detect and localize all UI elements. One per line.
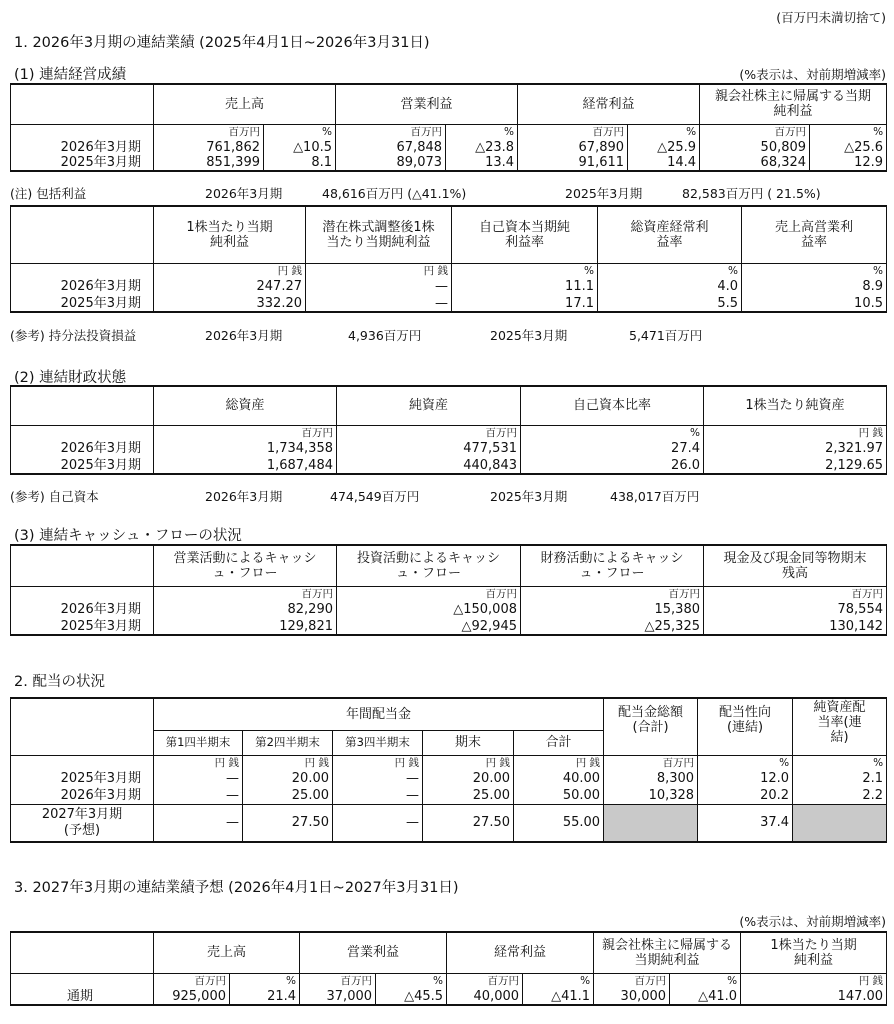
unit-cell: 円 銭 <box>306 263 452 278</box>
header-net-income: 親会社株主に帰属する当期純利益 <box>700 84 887 124</box>
unit-cell: 百万円 <box>594 973 670 988</box>
data-cell: △92,945 <box>337 618 521 635</box>
data-cell: 10,328 <box>604 787 698 804</box>
data-cell: △45.5 <box>376 988 447 1005</box>
row-label: 2026年3月期 <box>11 440 154 457</box>
header-sales: 売上高 <box>154 84 336 124</box>
per-share-ratios-table <box>10 205 887 313</box>
row-label: 2025年3月期 <box>11 295 154 312</box>
note-value: 474,549百万円 <box>330 489 420 504</box>
header-net-income: 親会社株主に帰属する当期純利益 <box>594 932 741 973</box>
unit-cell: 百万円 <box>447 973 523 988</box>
data-cell: 925,000 <box>154 988 230 1005</box>
data-cell: — <box>333 804 423 842</box>
header-bps: 1株当たり純資産 <box>704 386 887 425</box>
row-label: 2025年3月期 <box>11 618 154 635</box>
data-cell: 147.00 <box>741 988 887 1005</box>
header-investing-cf: 投資活動によるキャッシュ・フロー <box>337 545 521 586</box>
unit-cell: 円 銭 <box>423 755 514 770</box>
data-cell: 1,687,484 <box>154 457 337 474</box>
note-period: 2025年3月期 <box>565 186 643 201</box>
header-annual-dividend: 年間配当金 <box>154 698 604 730</box>
header-ordinary-income: 経常利益 <box>518 84 700 124</box>
note-value: 438,017百万円 <box>610 489 700 504</box>
data-cell: 13.4 <box>446 155 518 171</box>
header-operating-income: 営業利益 <box>300 932 447 973</box>
data-cell: 20.00 <box>243 770 333 787</box>
unit-cell: 円 銭 <box>514 755 604 770</box>
header-operating-cf: 営業活動によるキャッシュ・フロー <box>154 545 337 586</box>
header-q3: 第3四半期末 <box>333 730 423 755</box>
data-cell: 2,129.65 <box>704 457 887 474</box>
row-label: 2026年3月期 <box>11 278 154 295</box>
data-cell: — <box>154 787 243 804</box>
header-eps: 1株当たり当期純利益 <box>154 206 306 263</box>
table-row <box>11 440 887 457</box>
unit-cell: % <box>810 124 887 139</box>
data-cell: — <box>306 278 452 295</box>
unit-cell: 百万円 <box>518 124 628 139</box>
unit-cell: 百万円 <box>521 586 704 601</box>
data-cell: 27.50 <box>423 804 514 842</box>
unit-cell: 百万円 <box>154 124 264 139</box>
data-cell: 11.1 <box>452 278 598 295</box>
data-cell: 129,821 <box>154 618 337 635</box>
data-cell: 78,554 <box>704 601 887 618</box>
data-cell: — <box>154 770 243 787</box>
note-value: 48,616百万円 (△41.1%) <box>322 186 467 201</box>
unit-cell: 円 銭 <box>154 755 243 770</box>
cash-flow-table <box>10 544 887 636</box>
note-period: 2025年3月期 <box>490 328 568 343</box>
table-row <box>11 278 887 295</box>
header-roa: 総資産経常利益率 <box>598 206 742 263</box>
row-label: 2026年3月期 <box>11 139 154 155</box>
table-row <box>11 139 887 155</box>
data-cell: 10.5 <box>742 295 887 312</box>
corner-cell <box>11 698 154 755</box>
pct-note: (%表示は、対前期増減率) <box>739 67 886 82</box>
unit-cell: 百万円 <box>154 425 337 440</box>
corner-cell <box>11 206 154 263</box>
financial-position-table <box>10 385 887 475</box>
data-cell: 4.0 <box>598 278 742 295</box>
unit-cell: % <box>698 755 793 770</box>
header-roe: 自己資本当期純利益率 <box>452 206 598 263</box>
corner-cell <box>11 84 154 124</box>
shaded-cell <box>793 804 887 842</box>
shaded-cell <box>604 804 698 842</box>
data-cell: △23.8 <box>446 139 518 155</box>
data-cell: 55.00 <box>514 804 604 842</box>
data-cell: 440,843 <box>337 457 521 474</box>
header-ordinary-income: 経常利益 <box>447 932 594 973</box>
label-cell <box>11 263 154 278</box>
header-cash-balance: 現金及び現金同等物期末残高 <box>704 545 887 586</box>
section1-title: 1. 2026年3月期の連結業績 (2025年4月1日~2026年3月31日) <box>14 35 430 51</box>
header-q2: 第2四半期末 <box>243 730 333 755</box>
data-cell: 25.00 <box>243 787 333 804</box>
unit-cell: % <box>452 263 598 278</box>
header-q1: 第1四半期末 <box>154 730 243 755</box>
data-cell: 15,380 <box>521 601 704 618</box>
row-label: 2025年3月期 <box>11 770 154 787</box>
corner-cell <box>11 932 154 973</box>
data-cell: 30,000 <box>594 988 670 1005</box>
data-cell: — <box>333 770 423 787</box>
forecast-row <box>11 804 887 842</box>
header-equity-ratio: 自己資本比率 <box>521 386 704 425</box>
unit-cell: % <box>264 124 336 139</box>
label-cell <box>11 973 154 988</box>
row-label: 2026年3月期 <box>11 601 154 618</box>
forecast-tag: (予想) <box>63 822 101 838</box>
data-cell: 20.00 <box>423 770 514 787</box>
data-cell: 477,531 <box>337 440 521 457</box>
data-cell: 8.1 <box>264 155 336 171</box>
unit-cell: % <box>670 973 741 988</box>
note-period: 2026年3月期 <box>205 328 283 343</box>
unit-cell: % <box>521 425 704 440</box>
data-cell: 37.4 <box>698 804 793 842</box>
table-row <box>11 155 887 171</box>
data-cell: — <box>333 787 423 804</box>
table-row <box>11 988 887 1005</box>
unit-cell: 百万円 <box>700 124 810 139</box>
data-cell: — <box>306 295 452 312</box>
unit-cell: 百万円 <box>704 586 887 601</box>
data-cell: 26.0 <box>521 457 704 474</box>
table-row <box>11 770 887 787</box>
data-cell: △41.1 <box>523 988 594 1005</box>
unit-cell: 百万円 <box>604 755 698 770</box>
header-year-end: 期末 <box>423 730 514 755</box>
table-row <box>11 295 887 312</box>
data-cell: 27.4 <box>521 440 704 457</box>
data-cell: 50.00 <box>514 787 604 804</box>
note-period: 2026年3月期 <box>205 489 283 504</box>
data-cell: 37,000 <box>300 988 376 1005</box>
data-cell: 12.0 <box>698 770 793 787</box>
header-total-dividend: 配当金総額(合計) <box>604 698 698 755</box>
operating-results-title: (1) 連結経営成績 <box>14 67 127 83</box>
pct-note: (%表示は、対前期増減率) <box>739 914 886 929</box>
row-label: 2026年3月期 <box>11 787 154 804</box>
data-cell: 8.9 <box>742 278 887 295</box>
data-cell: 89,073 <box>336 155 446 171</box>
data-cell: 67,890 <box>518 139 628 155</box>
data-cell: 2.2 <box>793 787 887 804</box>
unit-cell: 円 銭 <box>243 755 333 770</box>
unit-cell: % <box>598 263 742 278</box>
data-cell: 20.2 <box>698 787 793 804</box>
header-total-assets: 総資産 <box>154 386 337 425</box>
header-financing-cf: 財務活動によるキャッシュ・フロー <box>521 545 704 586</box>
table-row <box>11 618 887 635</box>
table-row <box>11 787 887 804</box>
unit-cell: 百万円 <box>336 124 446 139</box>
data-cell: — <box>154 804 243 842</box>
data-cell: △10.5 <box>264 139 336 155</box>
header-net-assets: 純資産 <box>337 386 521 425</box>
financial-position-title: (2) 連結財政状態 <box>14 370 127 386</box>
unit-cell: % <box>446 124 518 139</box>
unit-cell: % <box>742 263 887 278</box>
header-eps: 1株当たり当期純利益 <box>741 932 887 973</box>
note-value: 4,936百万円 <box>348 328 422 343</box>
dividends-table <box>10 697 887 843</box>
unit-cell: % <box>230 973 300 988</box>
data-cell: 27.50 <box>243 804 333 842</box>
data-cell: 91,611 <box>518 155 628 171</box>
unit-cell: 円 銭 <box>154 263 306 278</box>
header-payout-ratio: 配当性向(連結) <box>698 698 793 755</box>
data-cell: 1,734,358 <box>154 440 337 457</box>
data-cell: △41.0 <box>670 988 741 1005</box>
note-value: 5,471百万円 <box>629 328 703 343</box>
data-cell: 130,142 <box>704 618 887 635</box>
data-cell: △25,325 <box>521 618 704 635</box>
data-cell: △25.6 <box>810 139 887 155</box>
unit-cell: % <box>793 755 887 770</box>
unit-cell: 百万円 <box>300 973 376 988</box>
note-period: 2025年3月期 <box>490 489 568 504</box>
data-cell: 8,300 <box>604 770 698 787</box>
dividends-title: 2. 配当の状況 <box>14 674 105 690</box>
data-cell: 12.9 <box>810 155 887 171</box>
data-cell: 761,862 <box>154 139 264 155</box>
data-cell: 67,848 <box>336 139 446 155</box>
row-label: 通期 <box>11 988 154 1005</box>
unit-cell: % <box>376 973 447 988</box>
unit-cell: % <box>628 124 700 139</box>
header-diluted-eps: 潜在株式調整後1株当たり当期純利益 <box>306 206 452 263</box>
note-value: 82,583百万円 ( 21.5%) <box>682 186 821 201</box>
table-row <box>11 601 887 618</box>
data-cell: 50,809 <box>700 139 810 155</box>
header-operating-income: 営業利益 <box>336 84 518 124</box>
data-cell: 14.4 <box>628 155 700 171</box>
data-cell: △25.9 <box>628 139 700 155</box>
row-label: 2025年3月期 <box>11 457 154 474</box>
comprehensive-income-label: (注) 包括利益 <box>10 186 87 201</box>
unit-note: (百万円未満切捨て) <box>776 10 886 25</box>
operating-results-table <box>10 83 887 172</box>
header-total: 合計 <box>514 730 604 755</box>
equity-method-label: (参考) 持分法投資損益 <box>10 328 137 343</box>
header-dividend-on-equity: 純資産配当率(連結) <box>793 698 887 755</box>
header-operating-margin: 売上高営業利益率 <box>742 206 887 263</box>
data-cell: 247.27 <box>154 278 306 295</box>
unit-cell: 円 銭 <box>333 755 423 770</box>
unit-cell: % <box>523 973 594 988</box>
forecast-title: 3. 2027年3月期の連結業績予想 (2026年4月1日~2027年3月31日) <box>14 880 459 896</box>
data-cell: 25.00 <box>423 787 514 804</box>
row-label: 2025年3月期 <box>11 155 154 171</box>
unit-cell: 百万円 <box>154 973 230 988</box>
data-cell: 40,000 <box>447 988 523 1005</box>
data-cell: 17.1 <box>452 295 598 312</box>
header-sales: 売上高 <box>154 932 300 973</box>
data-cell: 40.00 <box>514 770 604 787</box>
cash-flow-title: (3) 連結キャッシュ・フローの状況 <box>14 528 242 544</box>
data-cell: 332.20 <box>154 295 306 312</box>
label-cell <box>11 425 154 440</box>
label-cell <box>11 755 154 770</box>
table-row <box>11 457 887 474</box>
unit-cell: 円 銭 <box>741 973 887 988</box>
data-cell: 2.1 <box>793 770 887 787</box>
data-cell: 68,324 <box>700 155 810 171</box>
data-cell: △150,008 <box>337 601 521 618</box>
forecast-label <box>11 804 154 842</box>
unit-cell: 百万円 <box>337 586 521 601</box>
data-cell: 21.4 <box>230 988 300 1005</box>
forecast-period: 2027年3月期 <box>41 806 123 822</box>
note-period: 2026年3月期 <box>205 186 283 201</box>
corner-cell <box>11 386 154 425</box>
data-cell: 851,399 <box>154 155 264 171</box>
label-cell <box>11 586 154 601</box>
unit-cell: 百万円 <box>154 586 337 601</box>
data-cell: 5.5 <box>598 295 742 312</box>
equity-label: (参考) 自己資本 <box>10 489 99 504</box>
data-cell: 2,321.97 <box>704 440 887 457</box>
corner-cell <box>11 545 154 586</box>
unit-cell: 百万円 <box>337 425 521 440</box>
label-cell <box>11 124 154 139</box>
data-cell: 82,290 <box>154 601 337 618</box>
unit-cell: 円 銭 <box>704 425 887 440</box>
forecast-table <box>10 931 887 1006</box>
